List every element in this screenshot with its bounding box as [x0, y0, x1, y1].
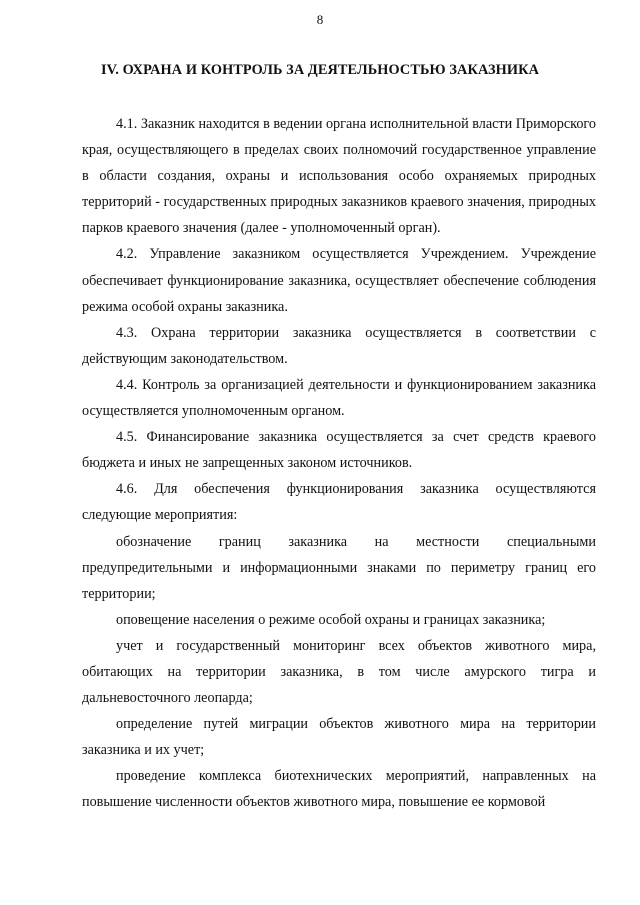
- paragraph-4-1: 4.1. Заказник находится в ведении органа исполнительной власти Приморского края, осуществляющего в пределах своих полномочий государственное управление в области создания, охраны и использования особо охраняемых природных территорий - государственных природных заказников краевого значения, природных парков краевого значения (далее - уполномоченный орган).: [82, 116, 596, 237]
- list-item-wildlife-monitoring: учет и государственный мониторинг всех объектов животного мира, обитающих на территории заказника, в том числе амурского тигра и дальневосточного леопарда;: [82, 637, 596, 707]
- document-body: [82, 111, 596, 816]
- page-number: 8: [316, 12, 324, 27]
- list-item-boundary-marking: обозначение границ заказника на местности специальными предупредительными и информационными знаками по периметру границ его территории;: [82, 533, 596, 602]
- paragraph-4-5: 4.5. Финансирование заказника осуществляется за счет средств краевого бюджета и иных не запрещенных законом источников.: [82, 429, 596, 472]
- paragraph-4-4: 4.4. Контроль за организацией деятельности и функционированием заказника осуществляется уполномоченным органом.: [82, 376, 596, 420]
- paragraph-4-6: 4.6. Для обеспечения функционирования заказника осуществляются следующие мероприятия:: [82, 481, 596, 524]
- paragraph-4-3: 4.3. Охрана территории заказника осуществляется в соответствии с действующим законодательством.: [82, 324, 596, 367]
- list-item-migration-routes: определение путей миграции объектов животного мира на территории заказника и их учет;: [82, 716, 596, 759]
- section-title: IV. ОХРАНА И КОНТРОЛЬ ЗА ДЕЯТЕЛЬНОСТЬЮ ЗАКАЗНИКА: [100, 62, 539, 78]
- paragraph-4-2: 4.2. Управление заказником осуществляется Учреждением. Учреждение обеспечивает функционирование заказника, осуществляет обеспечение соблюдения режима особой охраны заказника.: [82, 246, 596, 315]
- list-item-public-notification: оповещение населения о режиме особой охраны и границах заказника;: [116, 611, 546, 628]
- list-item-biotechnical-measures: проведение комплекса биотехнических мероприятий, направленных на повышение численности объектов животного мира, повышение ее кормовой: [82, 768, 596, 811]
